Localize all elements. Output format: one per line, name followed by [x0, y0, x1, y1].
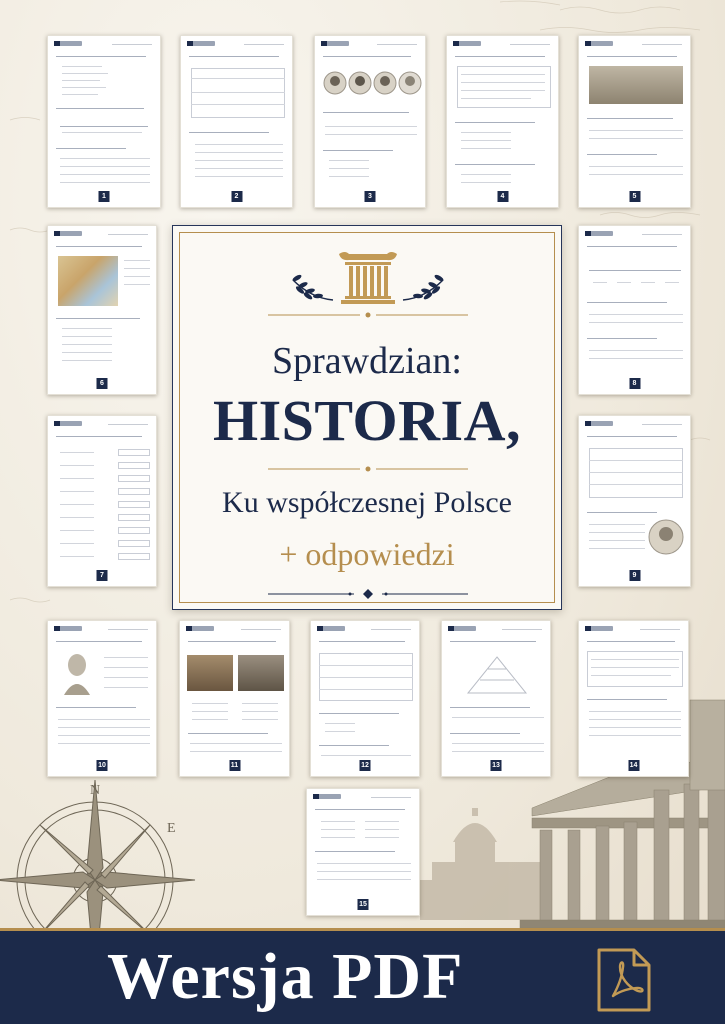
laurel-left-icon	[292, 274, 333, 301]
worksheet-thumbnail-11[interactable]	[179, 620, 290, 777]
divider-top	[268, 310, 468, 320]
worksheet-thumbnail-5[interactable]	[578, 35, 691, 208]
pdf-file-icon	[596, 947, 652, 1013]
worksheet-thumbnail-9[interactable]	[578, 415, 691, 587]
divider-bottom	[268, 588, 468, 600]
banner-label: Wersja PDF	[107, 940, 464, 1013]
thumbnail-number: 12	[361, 762, 369, 769]
svg-text:E: E	[167, 821, 176, 836]
title-line-1: Sprawdzian:	[272, 340, 462, 382]
title-ornament	[283, 248, 453, 308]
title-line-4: + odpowiedzi	[279, 536, 455, 572]
worksheet-thumbnail-15[interactable]	[306, 788, 420, 916]
thumbnail-number: 15	[359, 901, 367, 908]
thumbnail-number: 5	[629, 191, 640, 202]
worksheet-thumbnail-8[interactable]	[578, 225, 691, 395]
laurel-right-icon	[403, 274, 444, 301]
thumbnail-number: 3	[365, 191, 376, 202]
title-card	[172, 225, 562, 610]
worksheet-thumbnail-12[interactable]	[310, 620, 420, 777]
title-line-2: HISTORIA,	[212, 388, 522, 453]
divider-middle	[268, 464, 468, 474]
worksheet-thumbnail-13[interactable]	[441, 620, 551, 777]
thumbnail-number: 8	[629, 378, 640, 389]
thumbnail-number: 9	[629, 570, 640, 581]
column-icon	[339, 252, 397, 304]
worksheet-thumbnail-1[interactable]	[47, 35, 161, 208]
worksheet-thumbnail-14[interactable]	[578, 620, 689, 777]
thumbnail-number: 4	[497, 191, 508, 202]
worksheet-thumbnail-7[interactable]	[47, 415, 157, 587]
thumbnail-number: 7	[97, 570, 108, 581]
thumbnail-number: 13	[492, 762, 500, 769]
thumbnail-number: 11	[230, 762, 239, 769]
thumbnail-number: 10	[98, 762, 106, 769]
thumbnail-number: 14	[629, 762, 638, 769]
svg-text:N: N	[90, 783, 101, 798]
worksheet-thumbnail-3[interactable]	[314, 35, 426, 208]
worksheet-thumbnail-2[interactable]	[180, 35, 293, 208]
worksheet-thumbnail-10[interactable]	[47, 620, 157, 777]
pdf-version-banner	[0, 928, 725, 1024]
thumbnail-number: 1	[99, 191, 110, 202]
thumbnail-number: 2	[231, 191, 242, 202]
domed-building-silhouette	[420, 808, 542, 920]
title-line-3: Ku współczesnej Polsce	[222, 486, 512, 519]
worksheet-thumbnail-4[interactable]	[446, 35, 559, 208]
thumbnail-number: 6	[97, 378, 108, 389]
worksheet-thumbnail-6[interactable]	[47, 225, 157, 395]
